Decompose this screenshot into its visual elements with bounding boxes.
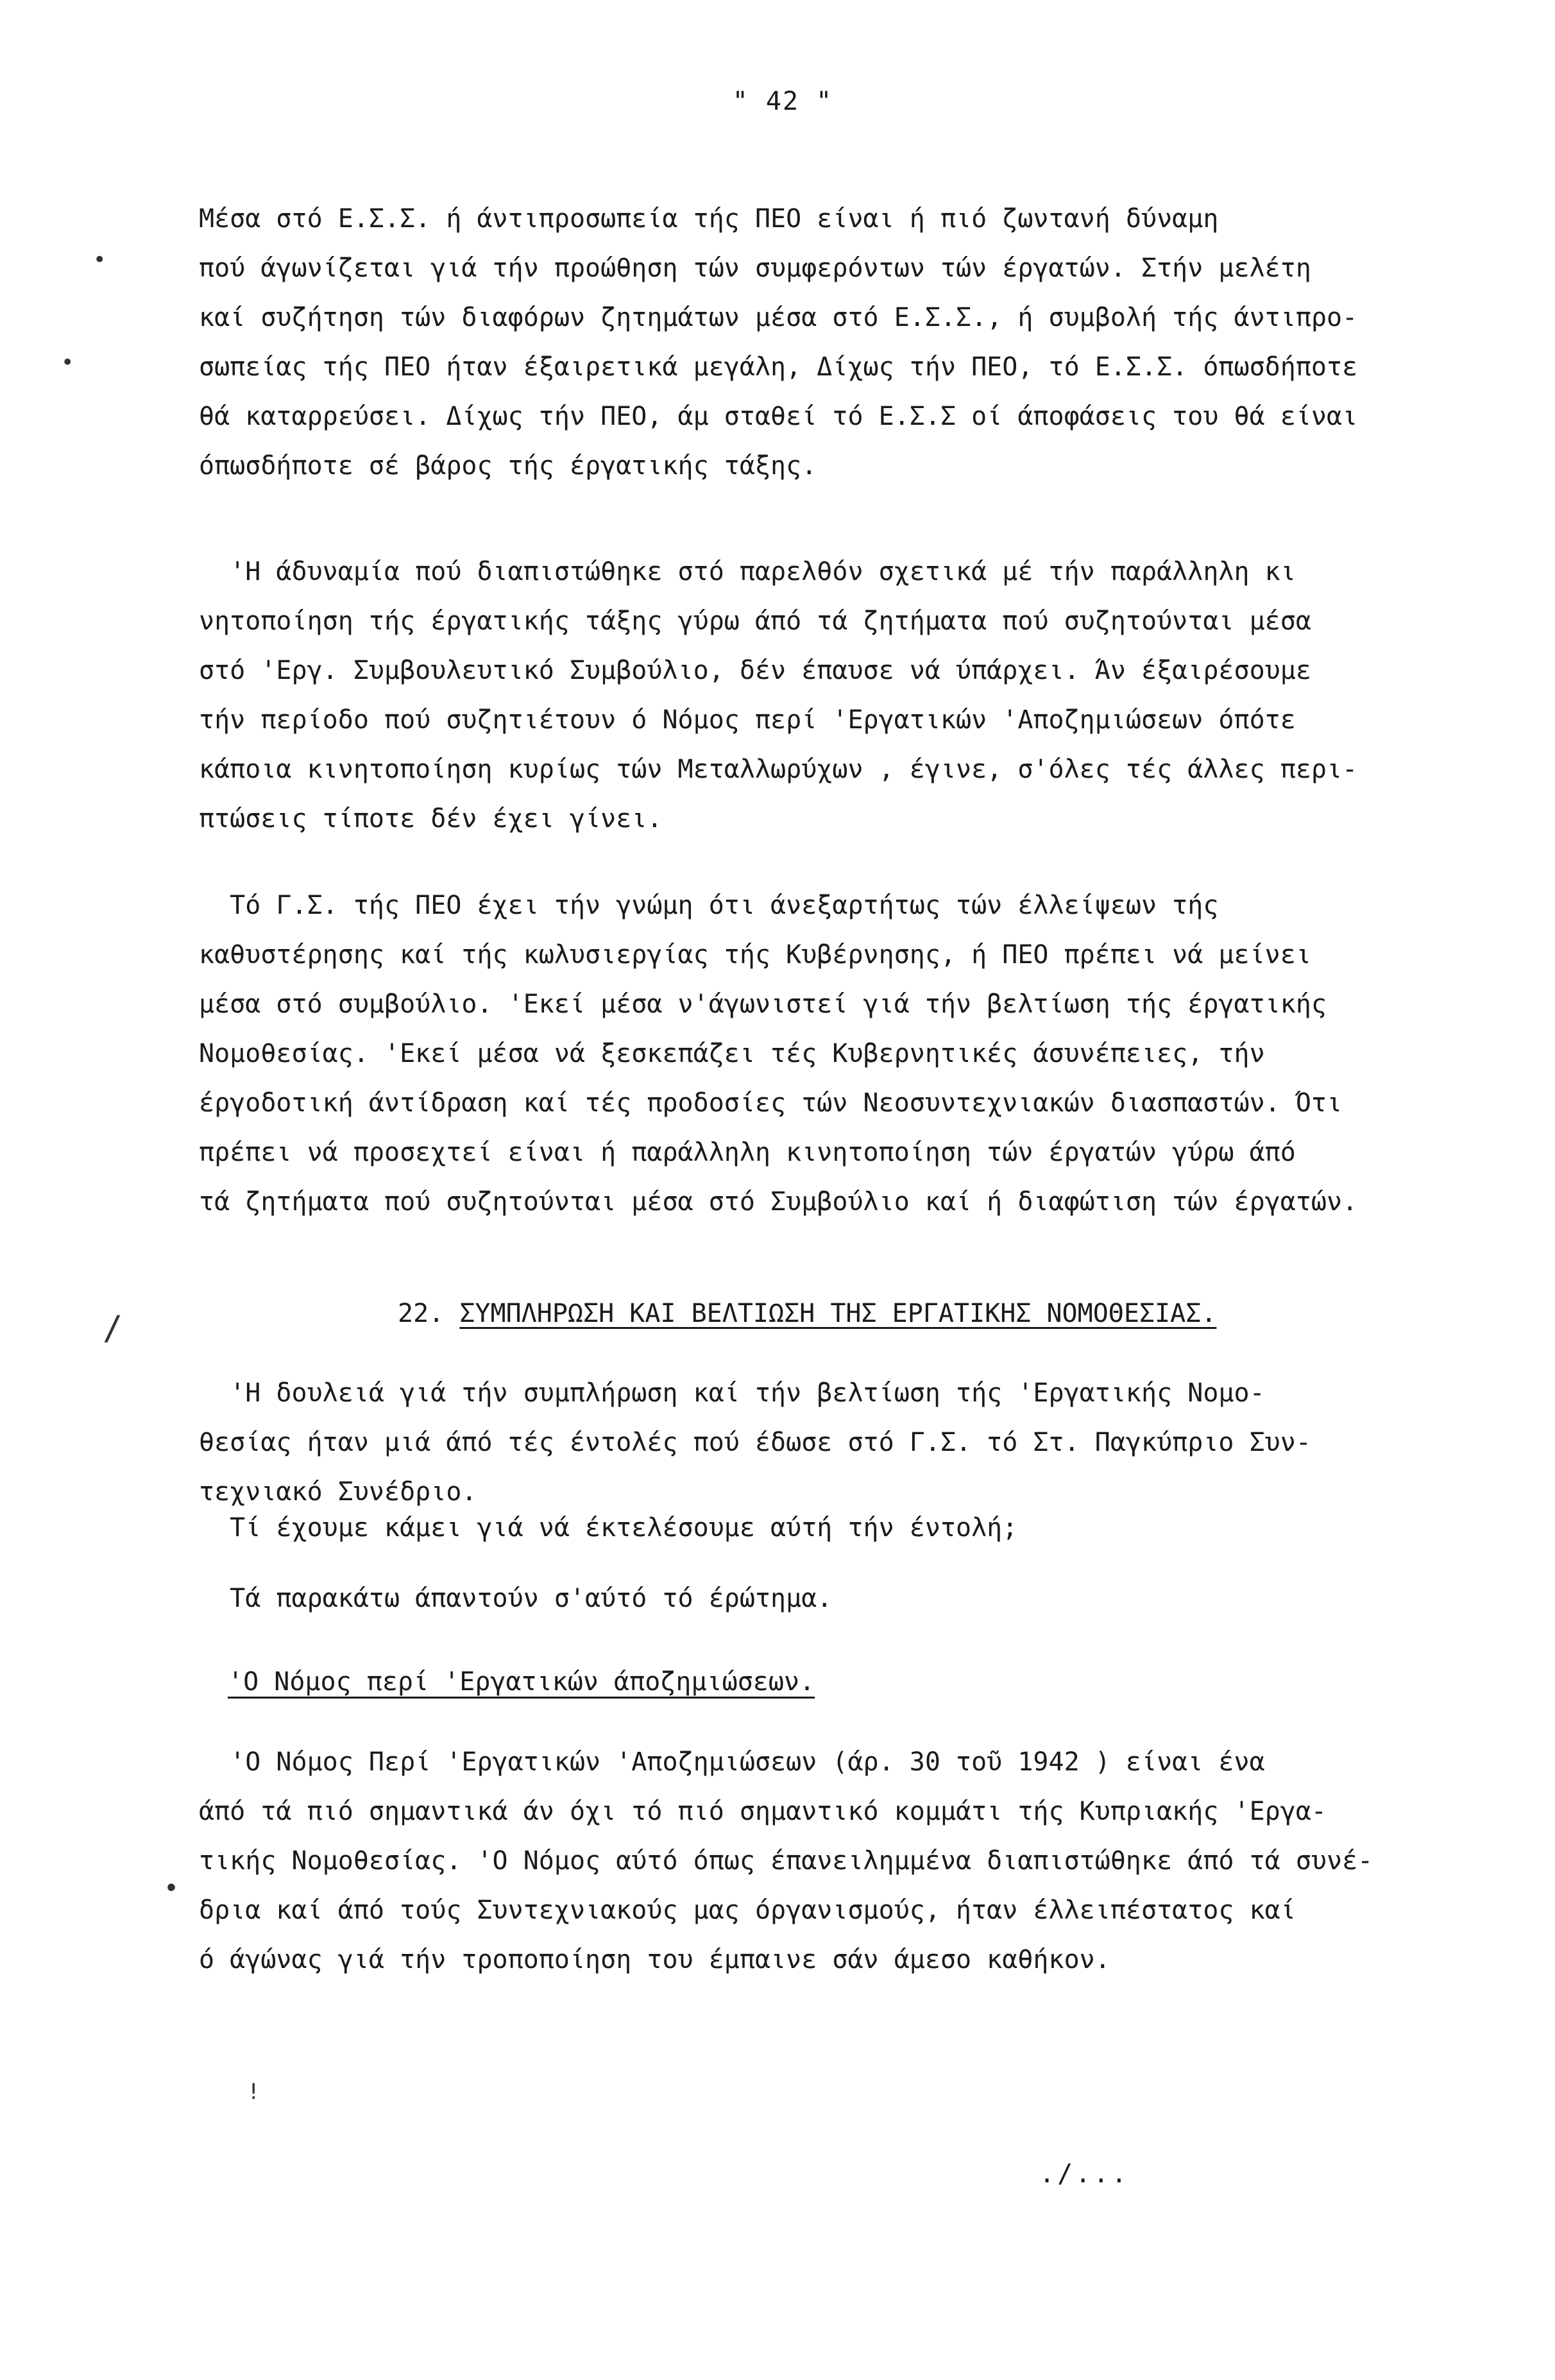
text-line: πού άγωνίζεται γιά τήν προώθηση τών συμφερόντων τών έργατών. Στήν μελέτη bbox=[199, 253, 1311, 283]
margin-mark: ! bbox=[247, 2079, 260, 2105]
margin-dot: • bbox=[61, 350, 74, 375]
text-line: καθυστέρησης καί τής κωλυσιεργίας τής Κυβέρνησης, ή ΠΕΟ πρέπει νά μείνει bbox=[199, 940, 1311, 970]
subheading-text: 'Ο Νόμος περί 'Εργατικών άποζημιώσεων. bbox=[228, 1667, 815, 1697]
continuation-mark: ./... bbox=[1039, 2159, 1130, 2189]
text-line: στό 'Εργ. Συμβουλευτικό Συμβούλιο, δέν έπαυσε νά ύπάρχει. Άν έξαιρέσουμε bbox=[199, 656, 1311, 685]
text-line: 'Η δουλειά γιά τήν συμπλήρωση καί τήν βελτίωση τής 'Εργατικής Νομο- bbox=[199, 1378, 1265, 1408]
text-line: έργοδοτική άντίδραση καί τές προδοσίες τών Νεοσυντεχνιακών διασπαστών. Ότι bbox=[199, 1088, 1343, 1118]
margin-dot: • bbox=[93, 247, 106, 273]
text-line: 'Η άδυναμία πού διαπιστώθηκε στό παρελθόν σχετικά μέ τήν παράλληλη κι bbox=[199, 557, 1296, 586]
text-line: νητοποίηση τής έργατικής τάξης γύρω άπό τά ζητήματα πού συζητούνται μέσα bbox=[199, 606, 1311, 636]
text-line: Νομοθεσίας. 'Εκεί μέσα νά ξεσκεπάζει τές Κυβερνητικές άσυνέπειες, τήν bbox=[199, 1039, 1265, 1068]
text-line: μέσα στό συμβούλιο. 'Εκεί μέσα ν'άγωνιστεί γιά τήν βελτίωση τής έργατικής bbox=[199, 989, 1327, 1019]
text-line: θεσίας ήταν μιά άπό τές έντολές πού έδωσε στό Γ.Σ. τό Στ. Παγκύπριο Συν- bbox=[199, 1428, 1311, 1457]
text-line: κάποια κινητοποίηση κυρίως τών Μεταλλωρύχων , έγινε, σ'όλες τές άλλες περι- bbox=[199, 755, 1358, 784]
text-line: όπωσδήποτε σέ βάρος τής έργατικής τάξης. bbox=[199, 451, 817, 481]
text-line: άπό τά πιό σημαντικά άν όχι τό πιό σημαντικό κομμάτι τής Κυπριακής 'Εργα- bbox=[199, 1797, 1327, 1826]
text-line: καί συζήτηση τών διαφόρων ζητημάτων μέσα στό Ε.Σ.Σ., ή συμβολή τής άντιπρο- bbox=[199, 303, 1358, 332]
page-number: " 42 " bbox=[732, 87, 833, 116]
text-line: πτώσεις τίποτε δέν έχει γίνει. bbox=[199, 804, 663, 834]
text-line: τικής Νομοθεσίας. 'Ο Νόμος αύτό όπως έπανειλημμένα διαπιστώθηκε άπό τά συνέ- bbox=[199, 1846, 1373, 1876]
text-line: θά καταρρεύσει. Δίχως τήν ΠΕΟ, άμ σταθεί τό Ε.Σ.Σ οί άποφάσεις του θά είναι bbox=[199, 402, 1358, 431]
section-heading bbox=[398, 1297, 1216, 1330]
text-line: σωπείας τής ΠΕΟ ήταν έξαιρετικά μεγάλη, Δίχως τήν ΠΕΟ, τό Ε.Σ.Σ. όπωσδήποτε bbox=[199, 352, 1358, 382]
subheading bbox=[228, 1665, 815, 1699]
text-line: τεχνιακό Συνέδριο. bbox=[199, 1477, 477, 1507]
text-line: τήν περίοδο πού συζητιέτουν ό Νόμος περί 'Εργατικών 'Αποζημιώσεων όπότε bbox=[199, 705, 1296, 735]
margin-bullet: • bbox=[164, 1874, 180, 1903]
text-line: ό άγώνας γιά τήν τροποποίηση του έμπαινε σάν άμεσο καθήκον. bbox=[199, 1945, 1110, 1974]
text-line: Τά παρακάτω άπαντούν σ'αύτό τό έρώτημα. bbox=[199, 1584, 833, 1613]
text-line: Τό Γ.Σ. τής ΠΕΟ έχει τήν γνώμη ότι άνεξαρτήτως τών έλλείψεων τής bbox=[199, 891, 1219, 920]
section-number: 22. bbox=[398, 1299, 445, 1328]
text-line: Μέσα στό Ε.Σ.Σ. ή άντιπροσωπεία τής ΠΕΟ είναι ή πιό ζωντανή δύναμη bbox=[199, 204, 1219, 234]
text-line: 'Ο Νόμος Περί 'Εργατικών 'Αποζημιώσεων (άρ. 30 τοῦ 1942 ) είναι ένα bbox=[199, 1747, 1265, 1777]
section-title: ΣΥΜΠΛΗΡΩΣΗ ΚΑΙ ΒΕΛΤΙΩΣΗ ΤΗΣ ΕΡΓΑΤΙΚΗΣ ΝΟΜΟΘΕΣΙΑΣ. bbox=[459, 1299, 1217, 1328]
margin-slash: / bbox=[103, 1309, 123, 1348]
text-line: πρέπει νά προσεχτεί είναι ή παράλληλη κινητοποίηση τών έργατών γύρω άπό bbox=[199, 1138, 1296, 1167]
text-line: τά ζητήματα πού συζητούνται μέσα στό Συμβούλιο καί ή διαφώτιση τών έργατών. bbox=[199, 1187, 1358, 1217]
text-line: δρια καί άπό τούς Συντεχνιακούς μας όργανισμούς, ήταν έλλειπέστατος καί bbox=[199, 1896, 1296, 1925]
text-line: Τί έχουμε κάμει γιά νά έκτελέσουμε αύτή τήν έντολή; bbox=[199, 1513, 1018, 1543]
